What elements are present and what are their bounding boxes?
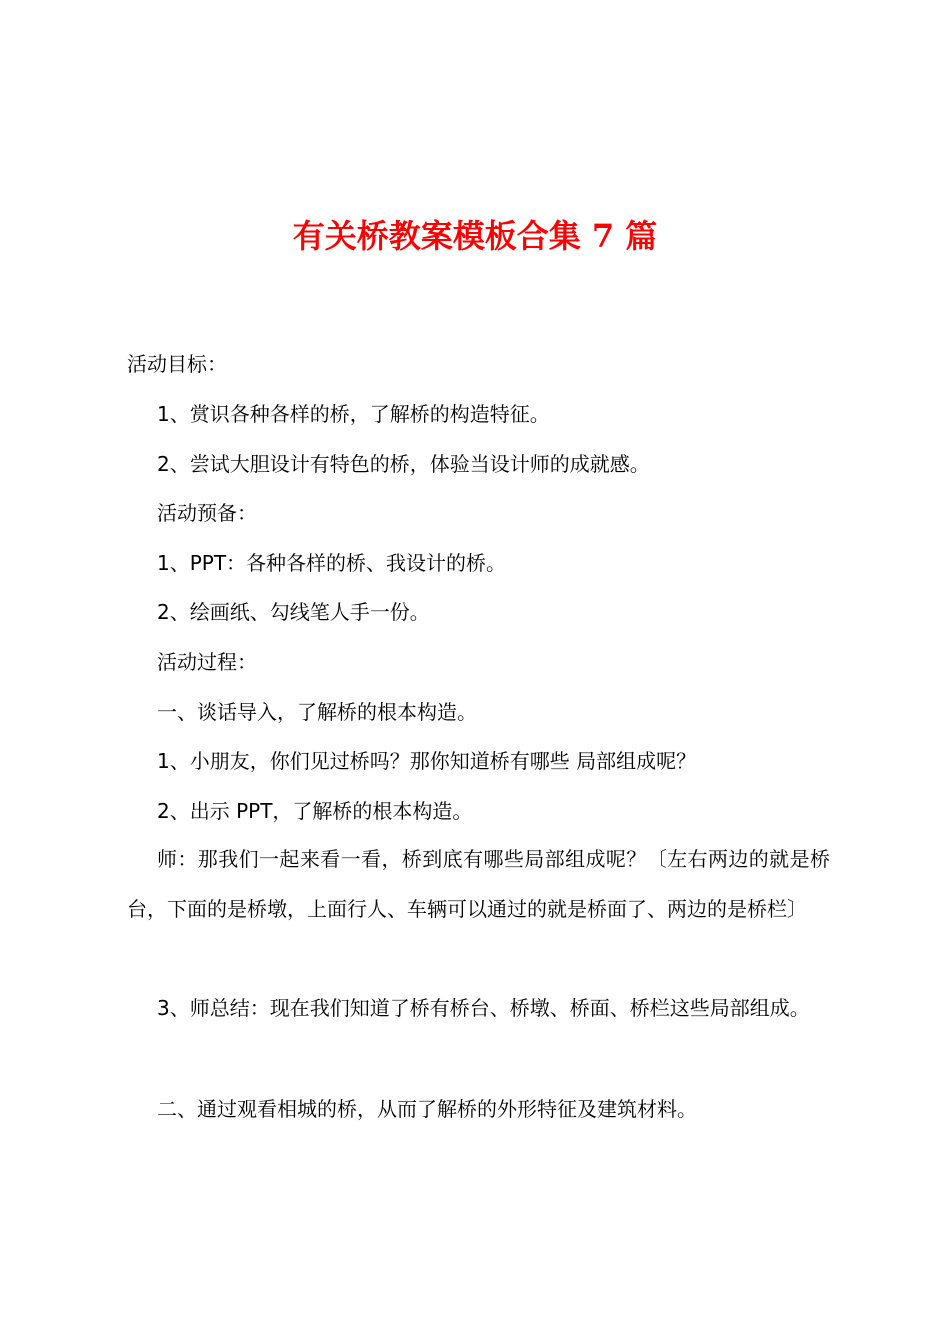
- process-question-1: 1、小朋友，你们见过桥吗？那你知道桥有哪些 局部组成呢？: [157, 749, 697, 773]
- preparation-item-1: 1、PPT：各种各样的桥、我设计的桥。: [157, 551, 507, 575]
- goal-item-1: 1、赏识各种各样的桥，了解桥的构造特征。: [157, 402, 550, 426]
- teacher-paragraph: 师：那我们一起来看一看，桥到底有哪些局部组成呢？〔左右两边的就是桥台，下面的是桥墩，上面行人、车辆可以通过的就是桥面了、两边的是桥栏〕: [127, 847, 830, 921]
- document-title: 有关桥教案模板合集 7 篇: [292, 217, 658, 255]
- process-question-2: 2、出示 PPT，了解桥的根本构造。: [157, 799, 473, 823]
- process-step-1: 一、谈话导入，了解桥的根本构造。: [157, 700, 477, 724]
- goal-item-2: 2、尝试大胆设计有特色的桥，体验当设计师的成就感。: [157, 452, 650, 476]
- section-heading-preparation: 活动预备：: [157, 501, 257, 525]
- section-heading-process: 活动过程：: [157, 650, 257, 674]
- preparation-item-2: 2、绘画纸、勾线笔人手一份。: [157, 600, 430, 624]
- section-heading-goals: 活动目标：: [127, 352, 227, 376]
- summary-paragraph: 3、师总结：现在我们知道了桥有桥台、桥墩、桥面、桥栏这些局部组成。: [157, 996, 810, 1020]
- process-step-2: 二、通过观看相城的桥，从而了解桥的外形特征及建筑材料。: [157, 1097, 697, 1121]
